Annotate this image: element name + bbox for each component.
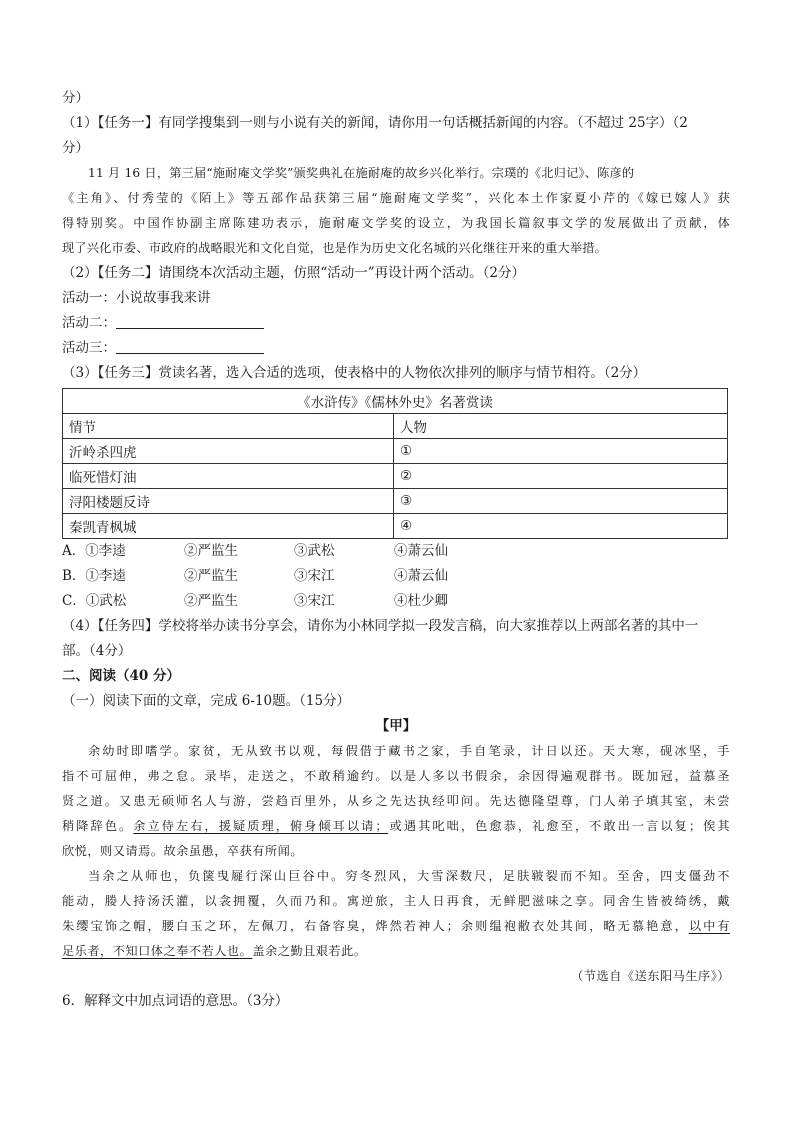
table-row [63,489,728,514]
activity-2-row [62,311,730,336]
question-1-prompt: （1）【任务一】有同学搜集到一则与小说有关的新闻，请你用一句话概括新闻的内容。（不超过 25字）（2 [62,115,688,131]
underlined-sentence: 足乐者，不知口体之奉不若人也。 [62,944,253,958]
passage-segment: 朱缨宝饰之帽，腰白玉之环，左佩刀，右备容臭，烨然若神人；余则缊袍敝衣处其间，略无慕艳意， [62,919,689,933]
exam-page [62,86,730,1014]
passage-source: （节选自《送东阳马生序》） [571,969,730,983]
passage-line [62,939,730,964]
header-character: 人物 [394,414,728,439]
option-b-4: ④萧云仙 [394,568,448,584]
passage-line [62,814,730,839]
passage-segment: 稍降辞色。 [62,819,134,833]
table-header-row [63,414,728,439]
character-cell: ③ [394,489,728,514]
header-plot: 情节 [63,414,394,439]
plot-cell: 浔阳楼题反诗 [63,489,394,514]
news-line: 现了兴化市委、市政府的战略眼光和文化自觉，也是作为历史文化名城的兴化继往开来的重大举措。 [62,241,608,255]
section-heading: 二、阅读（40 分） [62,668,180,684]
character-cell: ② [394,464,728,489]
table-row [63,464,728,489]
option-a-3: ③武松 [294,543,335,559]
option-b[interactable] [62,564,730,589]
option-a[interactable] [62,539,730,564]
option-b-1: B．①李逵 [62,568,126,584]
activity-2-blank[interactable] [116,314,264,329]
activity-2-label: 活动二： [62,315,116,331]
passage-line: 能动，媵人持汤沃灌，以衾拥覆，久而乃和。寓逆旅，主人日再食，无鲜肥滋味之享。同舍生皆被绮绣，戴 [62,894,730,908]
option-a-2: ②严监生 [184,543,238,559]
underlined-sentence: 余立侍左右，援疑质理，俯身倾耳以请； [133,819,389,833]
table-caption: 《水浒传》《儒林外史》名著赏读 [63,389,728,414]
passage-line [62,914,730,939]
option-c-4: ④杜少卿 [394,593,448,609]
plot-cell: 临死惜灯油 [63,464,394,489]
character-cell: ① [394,439,728,464]
text-line: 部。（4分） [62,643,132,659]
activity-3-blank[interactable] [116,339,264,354]
table-row [63,439,728,464]
question-6-prompt: 6．解释文中加点词语的意思。（3分） [62,993,289,1009]
question-3-prompt: （3）【任务三】赏读名著，选入合适的选项，使表格中的人物依次排列的顺序与情节相符。（2分） [62,365,647,381]
text-line: 分） [62,140,89,156]
option-a-1: A．①李逵 [62,543,126,559]
classics-table [62,388,728,539]
passage-line: 欣悦，则又请焉。故余虽愚，卒获有所闻。 [62,844,304,858]
option-c-2: ②严监生 [184,593,238,609]
table-row [63,514,728,539]
news-line: 11 月 16 日，第三届“施耐庵文学奖”颁奖典礼在施耐庵的故乡兴化举行。宗璞的《北归记》、陈彦的 [88,166,635,180]
character-cell: ④ [394,514,728,539]
underlined-sentence: 以中有 [688,919,731,933]
passage-line: 指不可屈伸，弗之怠。录毕，走送之，不敢稍逾约。以是人多以书假余，余因得遍观群书。既加冠，益慕圣 [62,769,730,783]
news-line: 《主角》、付秀莹的《陌上》等五部作品获第三届“施耐庵文学奖”，兴化本土作家夏小芹的《嫁已嫁人》获 [62,191,730,205]
option-c-3: ③宋江 [294,593,335,609]
activity-1: 活动一：小说故事我来讲 [62,290,211,306]
news-line: 得特别奖。中国作协副主席陈建功表示，施耐庵文学奖的设立，为我国长篇叙事文学的发展做出了贡献，体 [62,216,730,230]
passage-label: 【甲】 [375,718,417,734]
classical-passage [62,739,730,964]
passage-line: 余幼时即嗜学。家贫，无从致书以观，每假借于藏书之家，手自笔录，计日以还。天大寒，砚冰坚，手 [88,744,730,758]
subsection-heading: （一）阅读下面的文章，完成 6-10题。（15分） [62,693,351,709]
option-c[interactable] [62,589,730,614]
option-c-1: C．①武松 [62,593,127,609]
text-line: 分） [62,90,89,106]
news-passage [62,161,730,261]
option-b-3: ③宋江 [294,568,335,584]
passage-segment: 或遇其叱咄，色愈恭，礼愈至，不敢出一言以复；俟其 [388,819,731,833]
passage-line: 贤之道。又患无硕师名人与游，尝趋百里外，从乡之先达执经叩问。先达德隆望尊，门人弟子填其室，未尝 [62,794,730,808]
activity-3-label: 活动三： [62,340,116,356]
option-b-2: ②严监生 [184,568,238,584]
question-2-prompt: （2）【任务二】请围绕本次活动主题，仿照“活动一”再设计两个活动。（2分） [62,265,525,281]
activity-3-row [62,336,730,361]
plot-cell: 沂岭杀四虎 [63,439,394,464]
passage-segment: 盖余之勤且艰若此。 [252,944,367,958]
question-4-prompt: （4）【任务四】学校将举办读书分享会，请你为小林同学拟一段发言稿，向大家推荐以上两部名著的其中一 [62,618,699,634]
option-a-4: ④萧云仙 [394,543,448,559]
plot-cell: 秦凯青枫城 [63,514,394,539]
passage-line: 当余之从师也，负箧曳屣行深山巨谷中。穷冬烈风，大雪深数尺，足肤皲裂而不知。至舍，四支僵劲不 [88,869,730,883]
